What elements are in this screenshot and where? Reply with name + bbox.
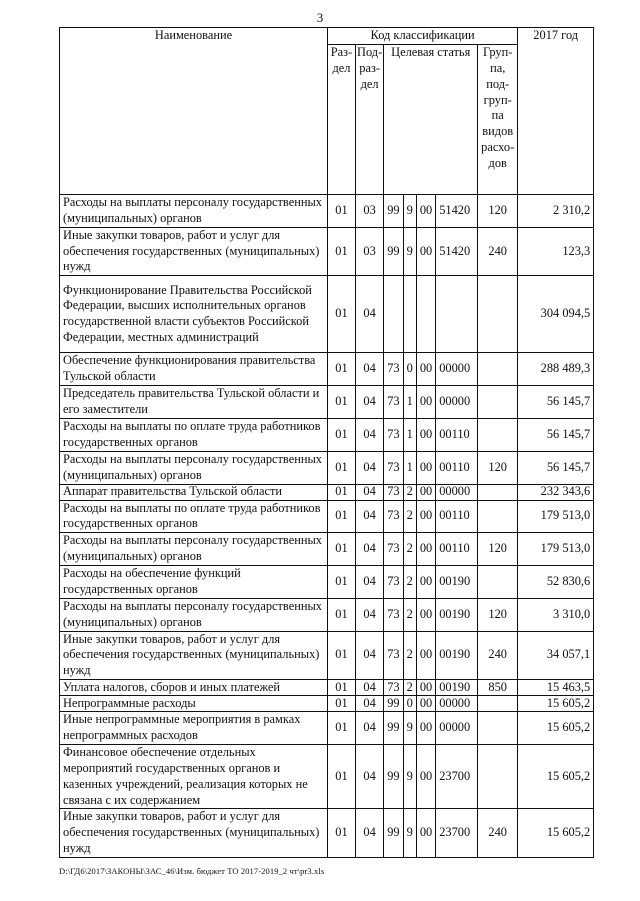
row-section: 01 — [328, 533, 356, 566]
row-target-program — [384, 276, 403, 353]
row-subsection: 03 — [356, 227, 384, 276]
row-expense-group: 120 — [478, 194, 518, 227]
row-name: Финансовое обеспечение отдельных мероприятий государственных органов и казенных учреждений, реализация которых не связана с их содержанием — [60, 744, 328, 809]
row-target-subprogram: 9 — [403, 809, 416, 858]
row-target-subprogram: 2 — [403, 533, 416, 566]
row-target-subprogram: 1 — [403, 386, 416, 419]
row-subsection: 03 — [356, 194, 384, 227]
row-target-program: 99 — [384, 194, 403, 227]
row-target-subprogram: 2 — [403, 484, 416, 500]
row-target-subprogram: 9 — [403, 712, 416, 745]
row-target-direction: 00190 — [436, 566, 478, 599]
row-expense-group — [478, 353, 518, 386]
row-expense-group — [478, 500, 518, 533]
row-target-program: 73 — [384, 500, 403, 533]
row-amount: 232 343,6 — [518, 484, 594, 500]
row-target-event: 00 — [416, 451, 435, 484]
row-section: 01 — [328, 386, 356, 419]
row-amount: 56 145,7 — [518, 386, 594, 419]
table-row — [60, 566, 594, 599]
row-expense-group — [478, 419, 518, 452]
row-amount: 179 513,0 — [518, 500, 594, 533]
header-section: Раз- дел — [328, 44, 356, 194]
row-target-direction: 00110 — [436, 500, 478, 533]
row-target-event: 00 — [416, 696, 435, 712]
header-expense-group: Груп- па, под- груп- па видов расхо- дов — [478, 44, 518, 194]
row-target-program: 73 — [384, 566, 403, 599]
table-row — [60, 419, 594, 452]
table-row — [60, 276, 594, 353]
row-section: 01 — [328, 696, 356, 712]
table-row — [60, 500, 594, 533]
row-target-program: 73 — [384, 451, 403, 484]
row-section: 01 — [328, 419, 356, 452]
row-target-direction: 00000 — [436, 386, 478, 419]
row-name: Обеспечение функционирования правительства Тульской области — [60, 353, 328, 386]
table-row — [60, 533, 594, 566]
header-target-article: Целевая статья — [384, 44, 478, 194]
row-target-program: 73 — [384, 484, 403, 500]
row-target-program: 73 — [384, 598, 403, 631]
row-expense-group: 240 — [478, 631, 518, 680]
row-subsection: 04 — [356, 500, 384, 533]
row-section: 01 — [328, 631, 356, 680]
row-expense-group: 850 — [478, 680, 518, 696]
row-section: 01 — [328, 353, 356, 386]
row-subsection: 04 — [356, 680, 384, 696]
row-name: Расходы на выплаты персоналу государственных (муниципальных) органов — [60, 451, 328, 484]
table-row — [60, 696, 594, 712]
row-target-direction: 00110 — [436, 419, 478, 452]
row-subsection: 04 — [356, 484, 384, 500]
row-target-direction: 00190 — [436, 680, 478, 696]
row-target-direction: 00110 — [436, 533, 478, 566]
row-name: Уплата налогов, сборов и иных платежей — [60, 680, 328, 696]
row-target-direction: 00190 — [436, 598, 478, 631]
row-target-event: 00 — [416, 598, 435, 631]
row-expense-group — [478, 484, 518, 500]
row-target-event: 00 — [416, 566, 435, 599]
row-section: 01 — [328, 566, 356, 599]
row-section: 01 — [328, 598, 356, 631]
row-amount: 15 605,2 — [518, 809, 594, 858]
row-target-event: 00 — [416, 500, 435, 533]
row-section: 01 — [328, 451, 356, 484]
row-subsection: 04 — [356, 386, 384, 419]
table-header — [60, 28, 594, 195]
row-target-event: 00 — [416, 484, 435, 500]
row-expense-group: 240 — [478, 227, 518, 276]
row-target-subprogram: 2 — [403, 631, 416, 680]
table-row — [60, 227, 594, 276]
row-expense-group — [478, 276, 518, 353]
row-target-subprogram: 2 — [403, 680, 416, 696]
table-row — [60, 744, 594, 809]
row-subsection: 04 — [356, 566, 384, 599]
row-target-subprogram: 1 — [403, 451, 416, 484]
row-name: Председатель правительства Тульской области и его заместители — [60, 386, 328, 419]
row-amount: 15 463,5 — [518, 680, 594, 696]
row-name: Функционирование Правительства Российской Федерации, высших исполнительных органов государственной власти субъектов Российской Федерации, местных администраций — [60, 276, 328, 353]
table-row — [60, 631, 594, 680]
row-subsection: 04 — [356, 353, 384, 386]
row-section: 01 — [328, 276, 356, 353]
budget-table — [59, 27, 594, 858]
file-path-footer: D:\ГД6\2017\ЗАКОНЫ\ЗАС_46\Изм. бюджет ТО 2017-2019_2 чт\pr3.xls — [59, 866, 325, 876]
header-classification-code: Код классификации — [328, 28, 518, 45]
row-name: Иные закупки товаров, работ и услуг для обеспечения государственных (муниципальных) нужд — [60, 227, 328, 276]
table-row — [60, 386, 594, 419]
row-amount: 52 830,6 — [518, 566, 594, 599]
row-name: Расходы на выплаты персоналу государственных (муниципальных) органов — [60, 598, 328, 631]
row-target-program: 99 — [384, 744, 403, 809]
row-target-program: 73 — [384, 533, 403, 566]
table-row — [60, 598, 594, 631]
header-year: 2017 год — [518, 28, 594, 195]
row-target-program: 73 — [384, 386, 403, 419]
table-row — [60, 680, 594, 696]
row-target-program: 73 — [384, 419, 403, 452]
row-target-direction: 00000 — [436, 353, 478, 386]
row-name: Иные закупки товаров, работ и услуг для обеспечения государственных (муниципальных) нужд — [60, 631, 328, 680]
row-expense-group — [478, 696, 518, 712]
table-row — [60, 451, 594, 484]
row-section: 01 — [328, 744, 356, 809]
row-amount: 2 310,2 — [518, 194, 594, 227]
row-name: Расходы на выплаты по оплате труда работников государственных органов — [60, 500, 328, 533]
row-subsection: 04 — [356, 419, 384, 452]
row-target-subprogram: 0 — [403, 696, 416, 712]
row-amount: 56 145,7 — [518, 451, 594, 484]
row-section: 01 — [328, 227, 356, 276]
row-target-event: 00 — [416, 419, 435, 452]
row-section: 01 — [328, 712, 356, 745]
row-name: Расходы на обеспечение функций государственных органов — [60, 566, 328, 599]
row-section: 01 — [328, 500, 356, 533]
row-target-event: 00 — [416, 631, 435, 680]
row-target-event: 00 — [416, 744, 435, 809]
row-subsection: 04 — [356, 809, 384, 858]
row-amount: 56 145,7 — [518, 419, 594, 452]
row-target-program: 99 — [384, 712, 403, 745]
row-expense-group: 120 — [478, 451, 518, 484]
header-subsection: Под- раз- дел — [356, 44, 384, 194]
row-target-subprogram: 9 — [403, 194, 416, 227]
row-target-subprogram: 9 — [403, 227, 416, 276]
table-body — [60, 194, 594, 857]
row-target-event: 00 — [416, 353, 435, 386]
row-target-event: 00 — [416, 533, 435, 566]
row-target-direction — [436, 276, 478, 353]
row-name: Непрограммные расходы — [60, 696, 328, 712]
row-amount: 3 310,0 — [518, 598, 594, 631]
row-subsection: 04 — [356, 696, 384, 712]
row-target-program: 99 — [384, 696, 403, 712]
row-section: 01 — [328, 194, 356, 227]
row-name: Расходы на выплаты по оплате труда работников государственных органов — [60, 419, 328, 452]
row-target-direction: 00000 — [436, 712, 478, 745]
row-subsection: 04 — [356, 598, 384, 631]
table-row — [60, 809, 594, 858]
row-amount: 179 513,0 — [518, 533, 594, 566]
row-target-event: 00 — [416, 680, 435, 696]
row-target-direction: 23700 — [436, 809, 478, 858]
row-target-program: 73 — [384, 353, 403, 386]
row-amount: 15 605,2 — [518, 744, 594, 809]
page-number: 3 — [316, 10, 324, 25]
row-expense-group — [478, 566, 518, 599]
row-target-event: 00 — [416, 386, 435, 419]
row-target-direction: 51420 — [436, 227, 478, 276]
row-amount: 15 605,2 — [518, 712, 594, 745]
row-name: Иные закупки товаров, работ и услуг для обеспечения государственных (муниципальных) нужд — [60, 809, 328, 858]
row-subsection: 04 — [356, 451, 384, 484]
row-subsection: 04 — [356, 533, 384, 566]
header-name: Наименование — [60, 28, 328, 195]
row-amount: 288 489,3 — [518, 353, 594, 386]
row-expense-group — [478, 712, 518, 745]
row-target-event: 00 — [416, 809, 435, 858]
row-target-subprogram: 2 — [403, 566, 416, 599]
row-name: Аппарат правительства Тульской области — [60, 484, 328, 500]
row-target-direction: 00000 — [436, 484, 478, 500]
row-expense-group: 120 — [478, 598, 518, 631]
row-amount: 15 605,2 — [518, 696, 594, 712]
row-target-direction: 00000 — [436, 696, 478, 712]
row-expense-group: 240 — [478, 809, 518, 858]
row-target-subprogram: 1 — [403, 419, 416, 452]
row-subsection: 04 — [356, 631, 384, 680]
row-expense-group — [478, 386, 518, 419]
row-amount: 304 094,5 — [518, 276, 594, 353]
row-subsection: 04 — [356, 744, 384, 809]
row-section: 01 — [328, 680, 356, 696]
row-name: Иные непрограммные мероприятия в рамках непрограммных расходов — [60, 712, 328, 745]
row-amount: 123,3 — [518, 227, 594, 276]
row-subsection: 04 — [356, 712, 384, 745]
table-row — [60, 484, 594, 500]
row-target-event — [416, 276, 435, 353]
row-target-program: 99 — [384, 227, 403, 276]
row-subsection: 04 — [356, 276, 384, 353]
row-target-direction: 00190 — [436, 631, 478, 680]
table-row — [60, 194, 594, 227]
row-section: 01 — [328, 484, 356, 500]
row-target-event: 00 — [416, 227, 435, 276]
row-section: 01 — [328, 809, 356, 858]
row-target-subprogram — [403, 276, 416, 353]
row-target-direction: 23700 — [436, 744, 478, 809]
row-target-subprogram: 0 — [403, 353, 416, 386]
row-target-program: 99 — [384, 809, 403, 858]
row-target-direction: 51420 — [436, 194, 478, 227]
row-target-subprogram: 9 — [403, 744, 416, 809]
row-target-direction: 00110 — [436, 451, 478, 484]
row-target-subprogram: 2 — [403, 598, 416, 631]
table-row — [60, 353, 594, 386]
row-target-event: 00 — [416, 194, 435, 227]
row-target-event: 00 — [416, 712, 435, 745]
row-target-program: 73 — [384, 680, 403, 696]
row-name: Расходы на выплаты персоналу государственных (муниципальных) органов — [60, 533, 328, 566]
row-expense-group — [478, 744, 518, 809]
table-row — [60, 712, 594, 745]
row-target-program: 73 — [384, 631, 403, 680]
row-name: Расходы на выплаты персоналу государственных (муниципальных) органов — [60, 194, 328, 227]
row-expense-group: 120 — [478, 533, 518, 566]
row-target-subprogram: 2 — [403, 500, 416, 533]
row-amount: 34 057,1 — [518, 631, 594, 680]
